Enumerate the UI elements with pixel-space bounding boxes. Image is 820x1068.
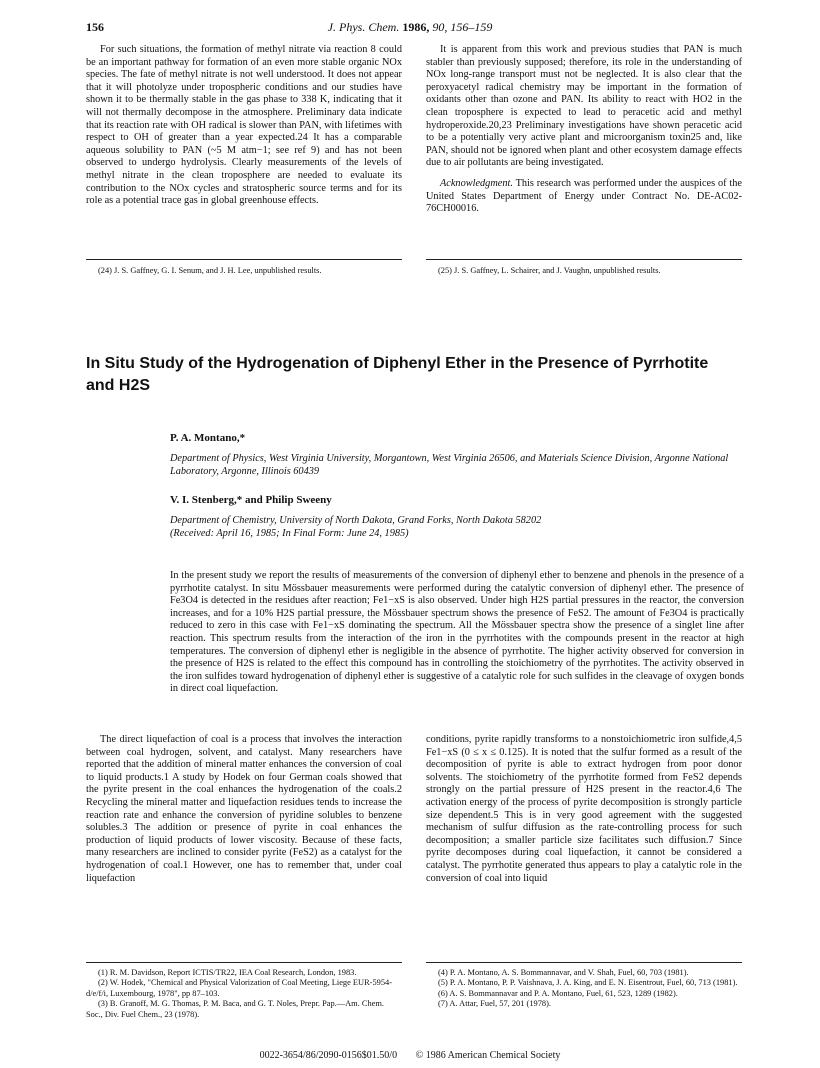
footnotes-left bbox=[86, 968, 402, 1020]
copyright: © 1986 American Chemical Society bbox=[415, 1050, 561, 1061]
article-title: In Situ Study of the Hydrogenation of Diphenyl Ether in the Presence of Pyrrhotite and H2S bbox=[86, 355, 709, 394]
acknowledgment-label: Acknowledgment. bbox=[440, 177, 513, 189]
acknowledgment bbox=[426, 178, 742, 216]
received-date: (Received: April 16, 1985; In Final Form: June 24, 1985) bbox=[170, 528, 409, 539]
article-code: 0022-3654/86/2090-0156$01.50/0 bbox=[259, 1050, 398, 1061]
page-number: 156 bbox=[86, 20, 104, 34]
footnote-rule bbox=[86, 962, 402, 963]
author-2: V. I. Stenberg,* and Philip Sweeny bbox=[170, 494, 332, 506]
footnote: (7) A. Attar, Fuel, 57, 201 (1978). bbox=[438, 999, 551, 1009]
footnote-rule bbox=[426, 259, 742, 260]
page-footer bbox=[0, 1050, 820, 1061]
body-left-column bbox=[86, 734, 402, 885]
running-header bbox=[0, 20, 820, 35]
previous-article-right-column bbox=[426, 44, 742, 216]
previous-article-paragraph: It is apparent from this work and previous studies that PAN is much stabler than previously supposed; therefore, its role in the understanding of NOx long-range transport must not be neglected. It is also clear that the peroxyacetyl radical chemistry may be important in the formation of oxidants other than ozone and PAN. Its ability to react with HO2 in the clean troposphere is expected to lead to peracetic acid and methyl hydroperoxide.20,23 Preliminary investigations have shown peracetic acid to be a potentially very active plant and microorganism toxin25 and, like PAN, should not be ignored when plant and other ecosystem damage effects due to air pollutants are being investigated. bbox=[426, 44, 742, 169]
journal-volume: 90, 156–159 bbox=[432, 20, 493, 34]
footnote-rule bbox=[86, 259, 402, 260]
acknowledgment-text: This research was performed under the auspices of the United States Department of Energy under Contract No. DE-AC02-76CH00016. bbox=[426, 177, 742, 215]
footnotes-right bbox=[426, 968, 742, 1010]
affiliation-2: Department of Chemistry, University of North Dakota, Grand Forks, North Dakota 58202 bbox=[170, 515, 542, 526]
author-1: P. A. Montano,* bbox=[170, 432, 246, 444]
body-right-column bbox=[426, 734, 742, 885]
body-paragraph: The direct liquefaction of coal is a process that involves the interaction between coal hydrogen, solvent, and catalyst. Many researchers have reported that the addition of mineral matter enhances the conversion of coal to liquid products.1 A study by Hodek on four German coals showed that the pyrite present in the coal enhances the hydrogenation of the coals.2 Recycling the mineral matter and liquefaction residues tends to increase the reaction rate and enhance the conversion of pyridine solubles to benzene solubles.3 The addition or presence of pyrite in coal enhances the production of liquid products of lower viscosity. Because of these facts, many researchers are inclined to consider pyrite (FeS2) as a catalyst for the hydrogenation of coal.1 However, one has to remember that, under coal liquefaction bbox=[86, 734, 402, 884]
abstract: In the present study we report the results of measurements of the conversion of diphenyl ether to benzene and phenols in the presence of a pyrrhotite catalyst. In situ Mössbauer measurements were performed during the catalytic conversion of diphenyl ether. The presence of Fe3O4 is detected in the residues after reaction; Fe1−xS is also observed. Under high H2S partial pressures in the reactor, the conversion increases, and for a 10% H2S partial pressure, the Mössbauer spectrum shows the presence of FeS2. The amount of Fe3O4 is practically reduced to zero in this case with Fe1−xS dominating the spectrum. All the Mössbauer spectra show the presence of a singlet line after reaction. This spectrum results from the interaction of the iron in the pyrrhotites with the compounds present in the reactor at high temperatures. The conversion of diphenyl ether is negligible in the absence of pyrrhotite. The higher activity observed for conversion in the presence of H2S is related to the effect this compound has in controlling the stoichiometry of the pyrrhotites. The activity observed in the iron sulfides toward hydrogenation of diphenyl ether is suggestive of a catalytic role for such sulfides in the cleavage of oxygen bonds in direct coal liquefaction. bbox=[170, 570, 744, 695]
footnote-rule bbox=[426, 962, 742, 963]
footnote: (4) P. A. Montano, A. S. Bommannavar, and V. Shah, Fuel, 60, 703 (1981). bbox=[438, 968, 689, 977]
footnote: (2) W. Hodek, "Chemical and Physical Valorization of Coal Meeting, Liege EUR-5954-d/e/f/i, Luxembourg, 1978", pp 87–103. bbox=[86, 978, 392, 998]
previous-article-paragraph: For such situations, the formation of methyl nitrate via reaction 8 could be an important pathway for formation of an even more stable organic NOx species. The fate of methyl nitrate is not well understood. It does not appear that it will photolyze under tropospheric conditions and our studies have shown it to be thermally stable in the gas phase to 338 K, indicating that it will not thermally decompose in the atmosphere. Preliminary data indicate that its reaction rate with OH radical is slower than PAN, with lifetimes with respect to OH of greater than a year expected.24 It has a comparable aqueous solubility to PAN (~5 M atm−1; see ref 9) and has not been observed to undergo hydrolysis. Clearly measurements of the levels of methyl nitrate in the clean troposphere are needed to evaluate its contribution to the NOx cycles and stratospheric source terms and for its role as a potential trace gas in global greenhouse effects. bbox=[86, 44, 402, 207]
journal-name: J. Phys. Chem. bbox=[327, 20, 400, 34]
footnote: (3) B. Granoff, M. G. Thomas, P. M. Baca, and G. T. Noles, Prepr. Pap.—Am. Chem. Soc., Div. Fuel Chem., 23 (1978). bbox=[86, 999, 384, 1019]
previous-article-left-column bbox=[86, 44, 402, 208]
footnote: (5) P. A. Montano, P. P. Vaishnava, J. A. King, and E. N. Eisentrout, Fuel, 60, 713 (1981). bbox=[438, 978, 738, 988]
journal-year: 1986, bbox=[402, 20, 430, 34]
footnote: (6) A. S. Bommannavar and P. A. Montano, Fuel, 61, 523, 1289 (1982). bbox=[438, 988, 678, 998]
previous-footnote-left: (24) J. S. Gaffney, G. I. Senum, and J. H. Lee, unpublished results. bbox=[98, 266, 322, 275]
affiliation-1: Department of Physics, West Virginia University, Morgantown, West Virginia 26506, and Materials Science Division, Argonne National Laboratory, Argonne, Illinois 60439 bbox=[170, 453, 729, 477]
footnote: (1) R. M. Davidson, Report ICTIS/TR22, IEA Coal Research, London, 1983. bbox=[98, 968, 357, 977]
body-paragraph: conditions, pyrite rapidly transforms to a nonstoichiometric iron sulfide,4,5 Fe1−xS (0 ≤ x ≤ 0.125). It is noted that the sulfur formed as a result of the decomposition of pyrite is able to extract hydrogen from poor donor solvents. The stoichiometry of the pyrrhotite formed from FeS2 depends strongly on the partial pressure of H2S present in the reactor.4,6 The activation energy of the process of pyrite decomposition is strongly particle size dependent.5 This is in very good agreement with the suggested mechanism of sulfur diffusion as the rate-controlling process for such decomposition; a smaller particle size facilitates such diffusion.7 Since pyrite decomposes during coal liquefaction, it cannot be considered a catalyst. The pyrrhotite generated thus appears to play a catalytic role in the conversion of coal into liquid bbox=[426, 734, 742, 884]
previous-footnote-right: (25) J. S. Gaffney, L. Schairer, and J. Vaughn, unpublished results. bbox=[438, 266, 661, 275]
